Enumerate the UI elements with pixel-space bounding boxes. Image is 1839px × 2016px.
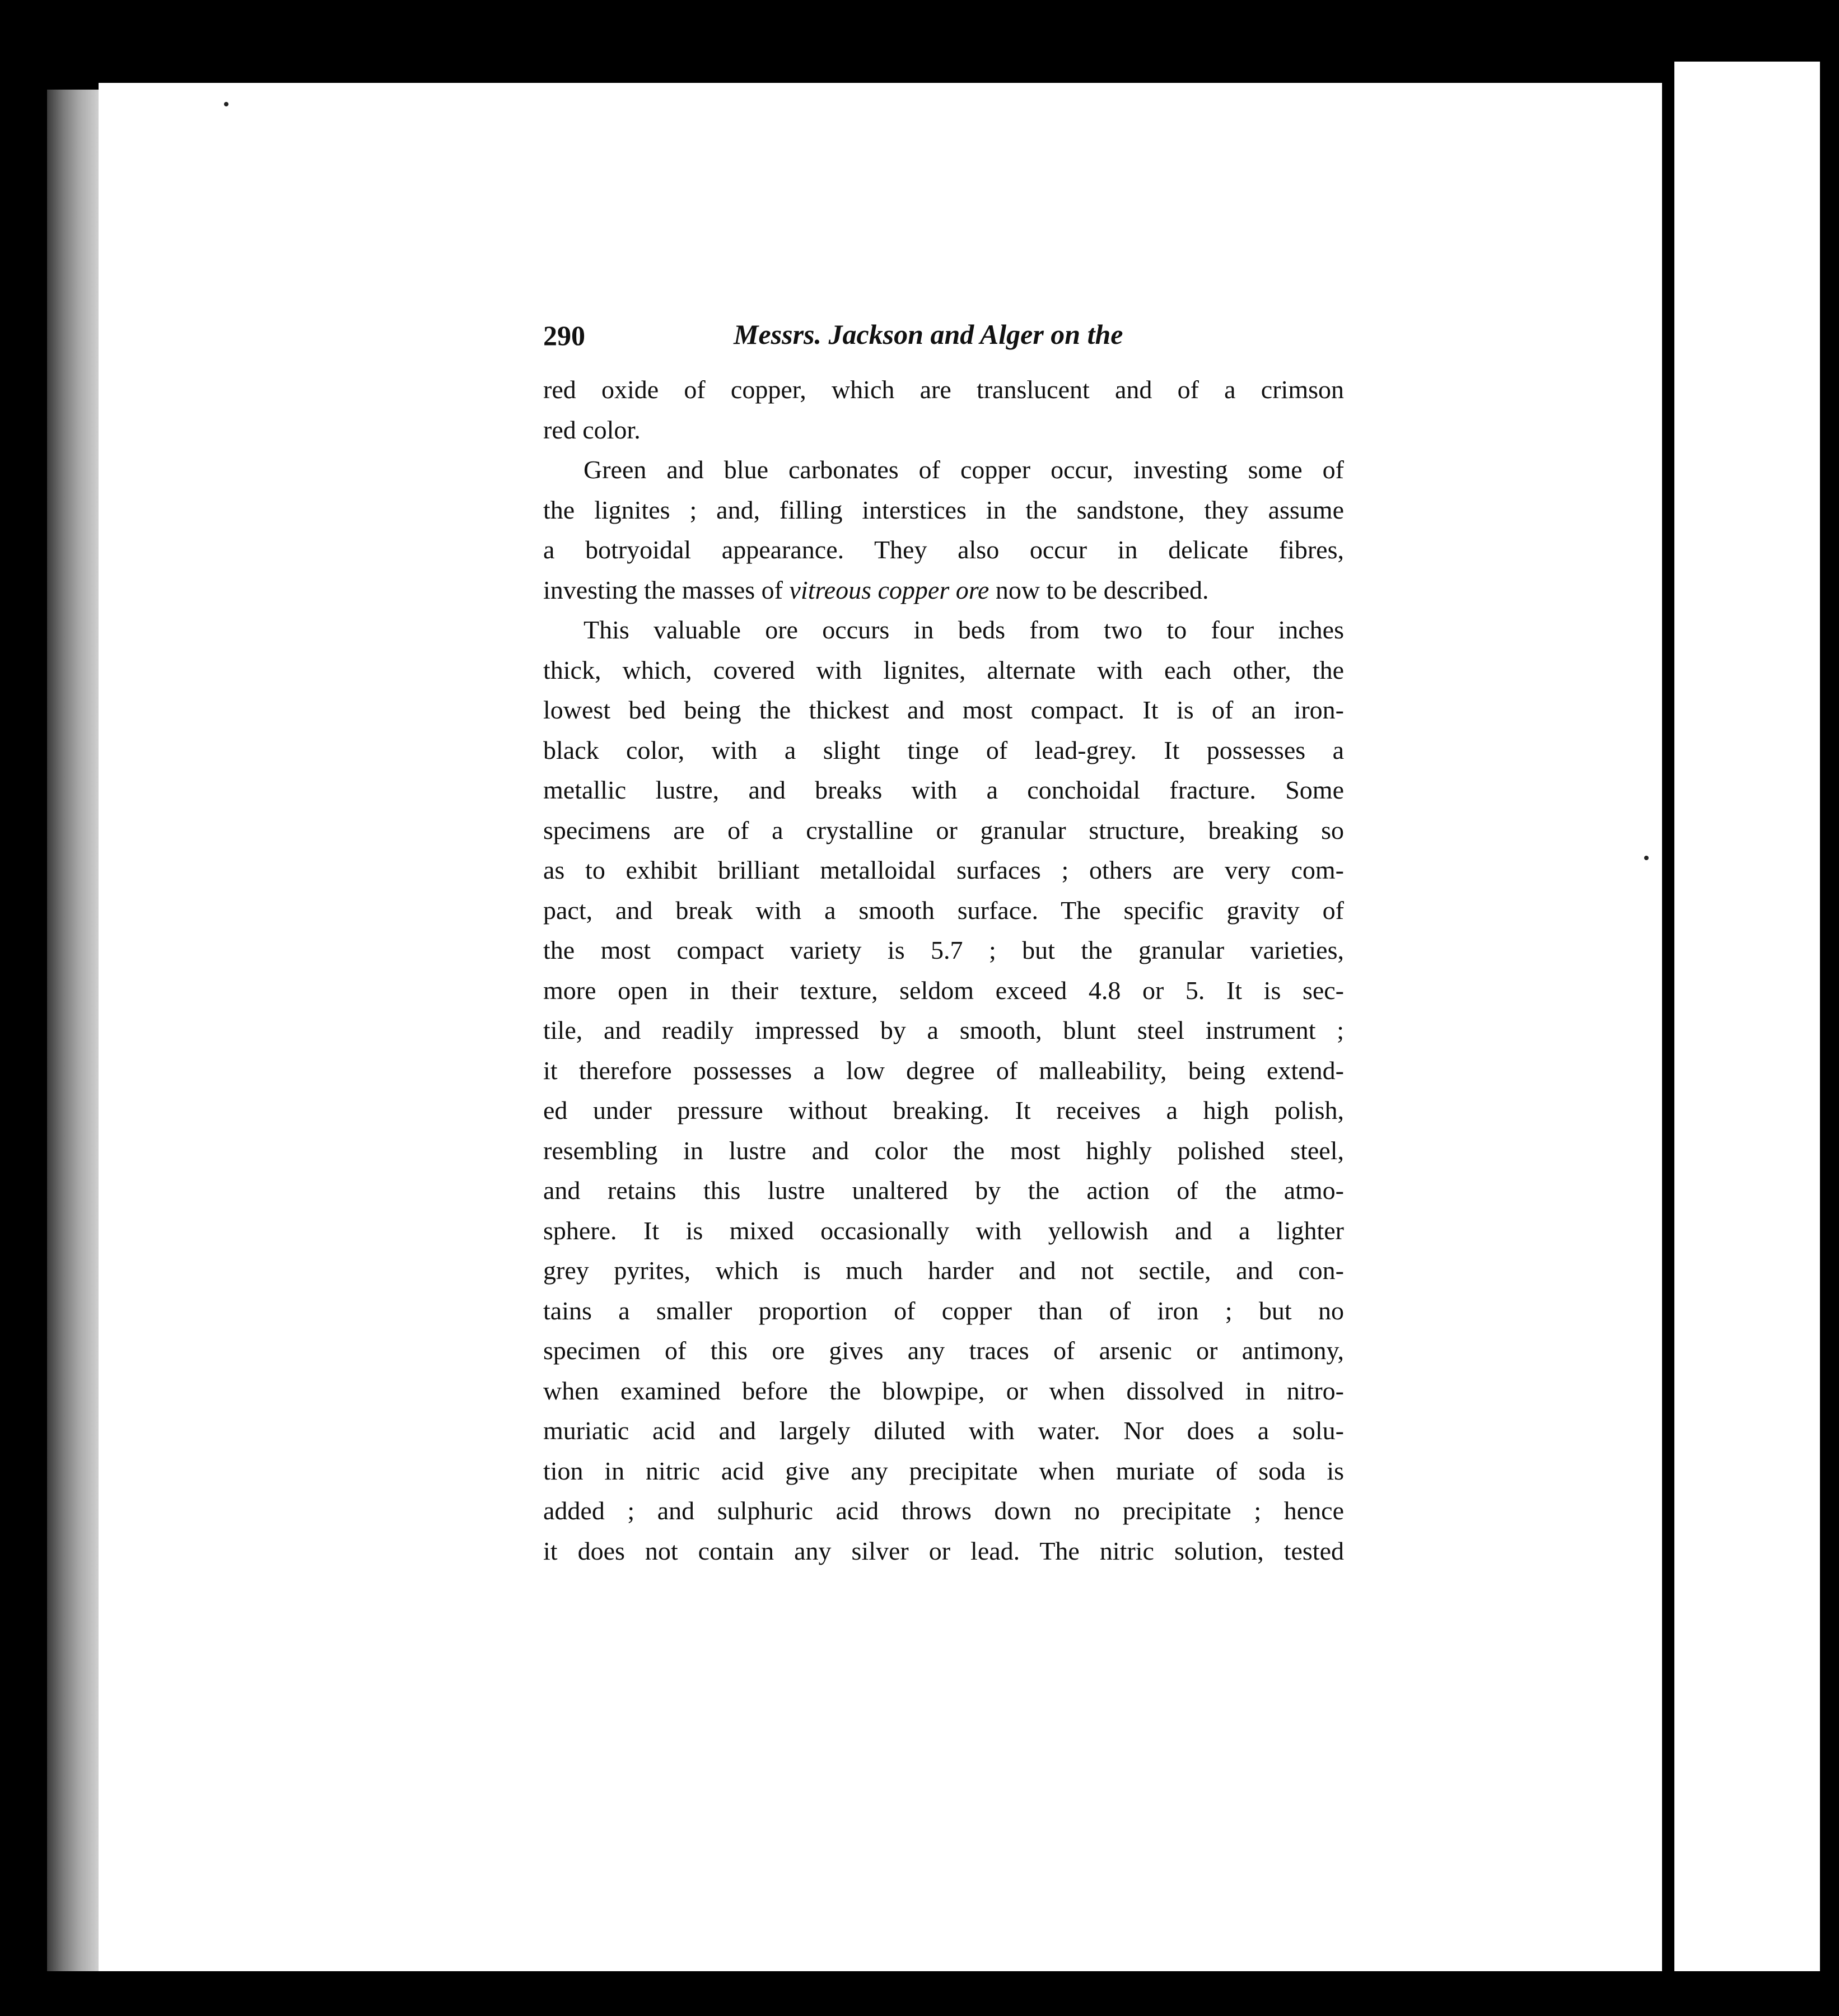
text-line: specimens are of a crystalline or granular structure, breaking so: [543, 815, 1344, 844]
italic-term: vitreous copper ore: [789, 575, 989, 604]
text-line: it therefore possesses a low degree of malleability, being extend-: [543, 1056, 1344, 1085]
text-line: red oxide of copper, which are translucent and of a crimson: [543, 375, 1344, 404]
text-line: tion in nitric acid give any precipitate when muriate of soda is: [543, 1456, 1344, 1485]
scan-speck: [224, 102, 228, 106]
page-header: [543, 319, 1338, 358]
text-segment: investing the masses of: [543, 575, 783, 604]
gutter-shadow: [1662, 62, 1674, 1971]
text-line: grey pyrites, which is much harder and not sectile, and con-: [543, 1256, 1344, 1285]
text-line: tile, and readily impressed by a smooth, blunt steel instrument ;: [543, 1016, 1344, 1044]
text-line: resembling in lustre and color the most highly polished steel,: [543, 1136, 1344, 1165]
text-line: tains a smaller proportion of copper than of iron ; but no: [543, 1296, 1344, 1325]
text-line: when examined before the blowpipe, or when dissolved in nitro-: [543, 1376, 1344, 1405]
text-line: This valuable ore occurs in beds from two to four inches: [584, 615, 1344, 644]
text-line: more open in their texture, seldom exceed 4.8 or 5. It is sec-: [543, 976, 1344, 1005]
text-line: thick, which, covered with lignites, alternate with each other, the: [543, 655, 1344, 684]
text-line: red color.: [543, 415, 641, 444]
text-line: it does not contain any silver or lead. The nitric solution, tested: [543, 1536, 1344, 1565]
text-line: metallic lustre, and breaks with a conchoidal fracture. Some: [543, 776, 1344, 804]
text-line: Green and blue carbonates of copper occur, investing some of: [584, 455, 1344, 484]
text-line: ed under pressure without breaking. It receives a high polish,: [543, 1096, 1344, 1124]
text-line: a botryoidal appearance. They also occur in delicate fibres,: [543, 535, 1344, 564]
running-title: Messrs. Jackson and Alger on the: [734, 319, 1123, 350]
body-text: [543, 370, 1344, 1571]
text-line: the most compact variety is 5.7 ; but the granular varieties,: [543, 936, 1344, 964]
page-number: 290: [543, 320, 585, 351]
text-line: black color, with a slight tinge of lead-grey. It possesses a: [543, 735, 1344, 764]
text-line: lowest bed being the thickest and most compact. It is of an iron-: [543, 696, 1344, 724]
text-line: pact, and break with a smooth surface. The specific gravity of: [543, 895, 1344, 925]
scan-speck: [1644, 856, 1649, 860]
text-line: as to exhibit brilliant metalloidal surfaces ; others are very com-: [543, 856, 1344, 884]
text-line: specimen of this ore gives any traces of arsenic or antimony,: [543, 1336, 1344, 1365]
text-line: the lignites ; and, filling interstices in the sandstone, they assume: [543, 495, 1344, 524]
text-line: sphere. It is mixed occasionally with yellowish and a lighter: [543, 1216, 1344, 1245]
text-segment: now to be described.: [995, 575, 1209, 604]
book-binding-edge: [47, 90, 101, 1971]
facing-page: [1674, 62, 1820, 1971]
text-line: and retains this lustre unaltered by the action of the atmo-: [543, 1176, 1344, 1205]
text-line: muriatic acid and largely diluted with water. Nor does a solu-: [543, 1416, 1344, 1445]
text-line-mixed: [543, 570, 1344, 610]
text-line: added ; and sulphuric acid throws down no precipitate ; hence: [543, 1496, 1344, 1525]
